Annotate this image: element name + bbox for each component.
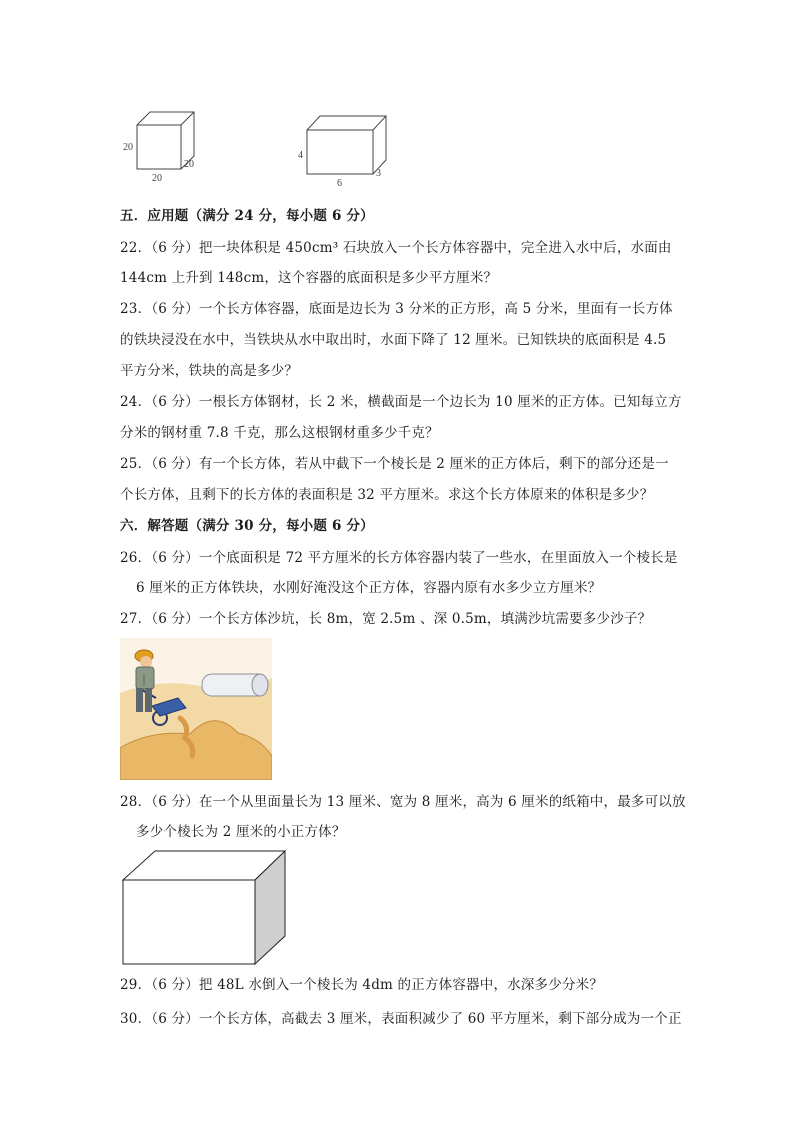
cuboid-width-label: 3 bbox=[376, 168, 381, 179]
section-title-applied: 五．应用题（满分 24 分，每小题 6 分） bbox=[120, 208, 374, 224]
q23-line1: 23．（6 分）一个长方体容器，底面是边长为 3 分米的正方形，高 5 分米，里面有一长方体 bbox=[120, 301, 673, 317]
q30-line1: 30．（6 分）一个长方体，高截去 3 厘米，表面积减少了 60 平方厘米，剩下部分成为一个正 bbox=[120, 1011, 682, 1027]
section-title-solve: 六．解答题（满分 30 分，每小题 6 分） bbox=[120, 518, 374, 534]
q25-line1: 25．（6 分）有一个长方体，若从中截下一个棱长是 2 厘米的正方体后，剩下的部分还是一 bbox=[120, 456, 669, 472]
q26-line2: 6 厘米的正方体铁块，水刚好淹没这个正方体，容器内原有水多少立方厘米？ bbox=[136, 580, 602, 596]
cube-height-label: 20 bbox=[123, 142, 133, 153]
cuboid-length-label: 6 bbox=[337, 178, 342, 188]
q26-line1: 26．（6 分）一个底面积是 72 平方厘米的长方体容器内装了一些水，在里面放入一个棱长是 bbox=[120, 550, 678, 566]
cube-figure bbox=[120, 105, 220, 185]
q22-line2: 144cm 上升到 148cm，这个容器的底面积是多少平方厘米？ bbox=[120, 270, 498, 286]
q25-line2: 个长方体，且剩下的长方体的表面积是 32 平方厘米。求这个长方体原来的体积是多少？ bbox=[120, 487, 654, 503]
q24-line1: 24．（6 分）一根长方体钢材，长 2 米，横截面是一个边长为 10 厘米的正方体。已知每立方 bbox=[120, 394, 682, 410]
q22-line1: 22．（6 分）把一块体积是 450cm³ 石块放入一个长方体容器中，完全进入水中后，水面由 bbox=[120, 240, 672, 256]
q23-line2: 的铁块浸没在水中，当铁块从水中取出时，水面下降了 12 厘米。已知铁块的底面积是 4.5 bbox=[120, 332, 667, 348]
cuboid-height-label: 4 bbox=[298, 150, 303, 161]
q23-line3: 平方分米，铁块的高是多少？ bbox=[120, 363, 299, 379]
q28-line1: 28．（6 分）在一个从里面量长为 13 厘米、宽为 8 厘米，高为 6 厘米的纸箱中，最多可以放 bbox=[120, 794, 686, 810]
sandpit-illustration bbox=[120, 638, 272, 780]
cube-depth-label: 20 bbox=[184, 159, 194, 170]
q29-line1: 29．（6 分）把 48L 水倒入一个棱长为 4dm 的正方体容器中，水深多少分米？ bbox=[120, 977, 604, 993]
q28-line2: 多少个棱长为 2 厘米的小正方体？ bbox=[136, 824, 346, 840]
cube-width-label: 20 bbox=[152, 173, 162, 184]
cuboid-figure bbox=[295, 108, 395, 188]
q27-line1: 27．（6 分）一个长方体沙坑，长 8m，宽 2.5m 、深 0.5m，填满沙坑需要多少沙子？ bbox=[120, 611, 652, 627]
q24-line2: 分米的钢材重 7.8 千克，那么这根钢材重多少千克？ bbox=[120, 425, 439, 441]
box-figure bbox=[120, 848, 290, 968]
